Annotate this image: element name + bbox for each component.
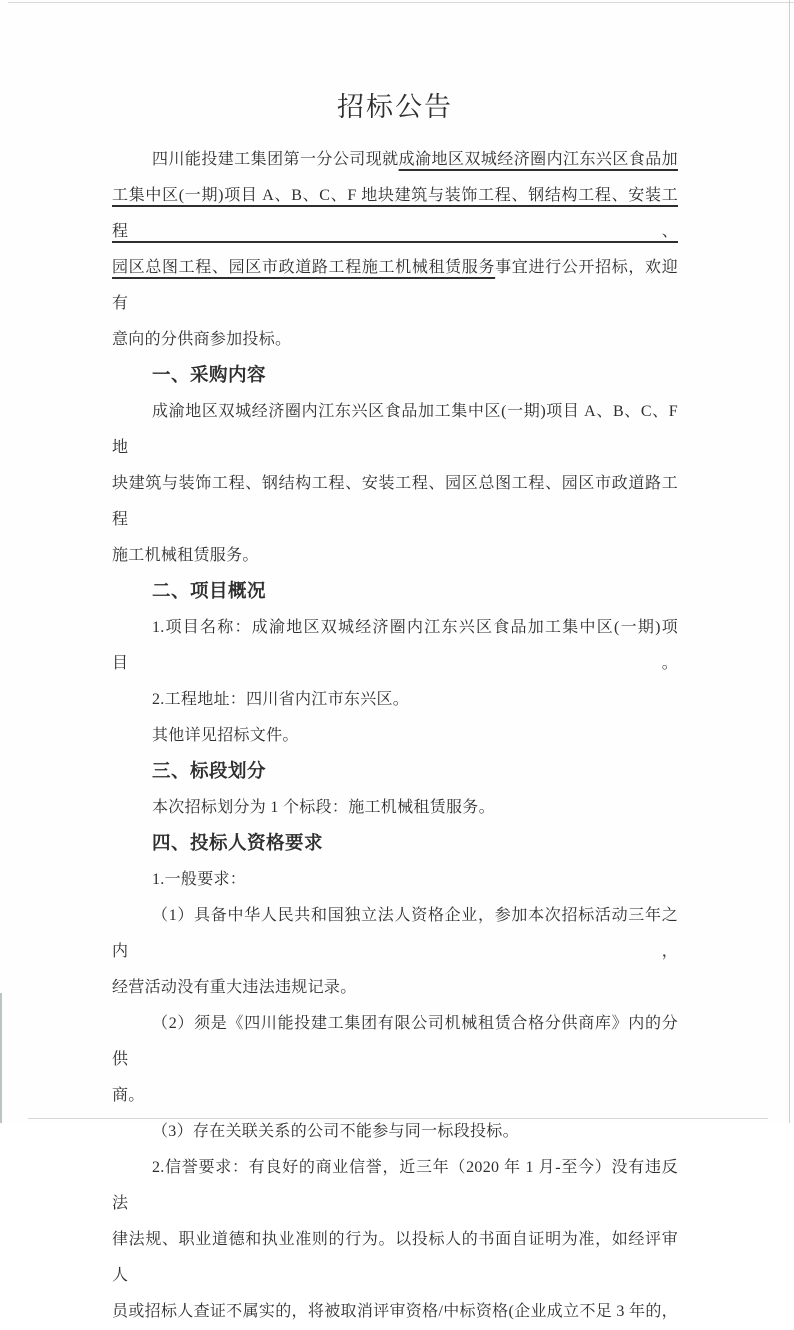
text-line xyxy=(112,1294,678,1330)
scan-artifact-right-line xyxy=(789,0,790,1123)
text-line xyxy=(112,1078,678,1114)
plain-text: 律法规、职业道德和执业准则的行为。以投标人的书面自证明为准，如经评审人 xyxy=(112,1231,678,1285)
underlined-text: 工集中区(一期)项目 A、B、C、F 地块建筑与装饰工程、钢结构工程、安装工程、 xyxy=(112,187,678,241)
text-line xyxy=(112,862,678,898)
text-line xyxy=(112,394,678,466)
plain-text: 员或招标人查证不属实的，将被取消评审资格/中标资格(企业成立不足 3 年的， xyxy=(112,1303,678,1321)
plain-text: 2.信誉要求：有良好的商业信誉，近三年（2020 年 1 月-至今）没有违反法 xyxy=(112,1159,678,1213)
document-body xyxy=(112,142,678,1330)
plain-text: 块建筑与装饰工程、钢结构工程、安装工程、园区总图工程、园区市政道路工程 xyxy=(112,475,678,529)
plain-text: 四川能投建工集团第一分公司现就 xyxy=(152,151,399,169)
text-line xyxy=(112,1150,678,1222)
section-heading: 一、采购内容 xyxy=(152,366,267,387)
plain-text: 商。 xyxy=(112,1087,145,1105)
plain-text: 1.项目名称：成渝地区双城经济圈内江东兴区食品加工集中区(一期)项目。 xyxy=(112,619,678,673)
plain-text: 事宜进行公开招标，欢迎有 xyxy=(112,259,678,313)
plain-text: 经营活动没有重大违法违规记录。 xyxy=(112,979,357,997)
text-line xyxy=(112,970,678,1006)
underlined-text: 成渝地区双城经济圈内江东兴区食品加 xyxy=(398,151,678,169)
underlined-text: 园区总图工程、园区市政道路工程施工机械租赁服务 xyxy=(112,259,496,277)
section-heading: 二、项目概况 xyxy=(152,582,267,603)
plain-text: 本次招标划分为 1 个标段：施工机械租赁服务。 xyxy=(152,799,495,817)
text-line xyxy=(112,178,678,250)
plain-text: 成渝地区双城经济圈内江东兴区食品加工集中区(一期)项目 A、B、C、F 地 xyxy=(112,403,678,457)
text-line xyxy=(112,610,678,682)
text-line xyxy=(112,1114,678,1150)
plain-text: （3）存在关联关系的公司不能参与同一标段投标。 xyxy=(152,1123,519,1141)
text-line xyxy=(112,682,678,718)
plain-text: （2）须是《四川能投建工集团有限公司机械租赁合格分供商库》内的分供 xyxy=(112,1015,678,1069)
plain-text: 意向的分供商参加投标。 xyxy=(112,331,292,349)
text-line xyxy=(112,322,678,358)
document-title: 招标公告 xyxy=(337,92,453,122)
text-line xyxy=(112,250,678,322)
document-content xyxy=(112,0,678,1330)
section-heading: 四、投标人资格要求 xyxy=(152,834,324,855)
plain-text: （1）具备中华人民共和国独立法人资格企业，参加本次招标活动三年之内， xyxy=(112,907,678,961)
section-heading: 三、标段划分 xyxy=(152,762,267,783)
text-line xyxy=(112,1222,678,1294)
scan-artifact-left-line xyxy=(0,993,2,1123)
text-line xyxy=(112,790,678,826)
plain-text: 施工机械租赁服务。 xyxy=(112,547,259,565)
text-line xyxy=(112,538,678,574)
text-line xyxy=(112,1006,678,1078)
plain-text: 1.一般要求： xyxy=(152,871,247,889)
plain-text: 其他详见招标文件。 xyxy=(152,727,299,745)
plain-text: 2.工程地址：四川省内江市东兴区。 xyxy=(152,691,410,709)
text-line xyxy=(112,718,678,754)
text-line xyxy=(112,466,678,538)
text-line xyxy=(112,898,678,970)
text-line xyxy=(112,142,678,178)
